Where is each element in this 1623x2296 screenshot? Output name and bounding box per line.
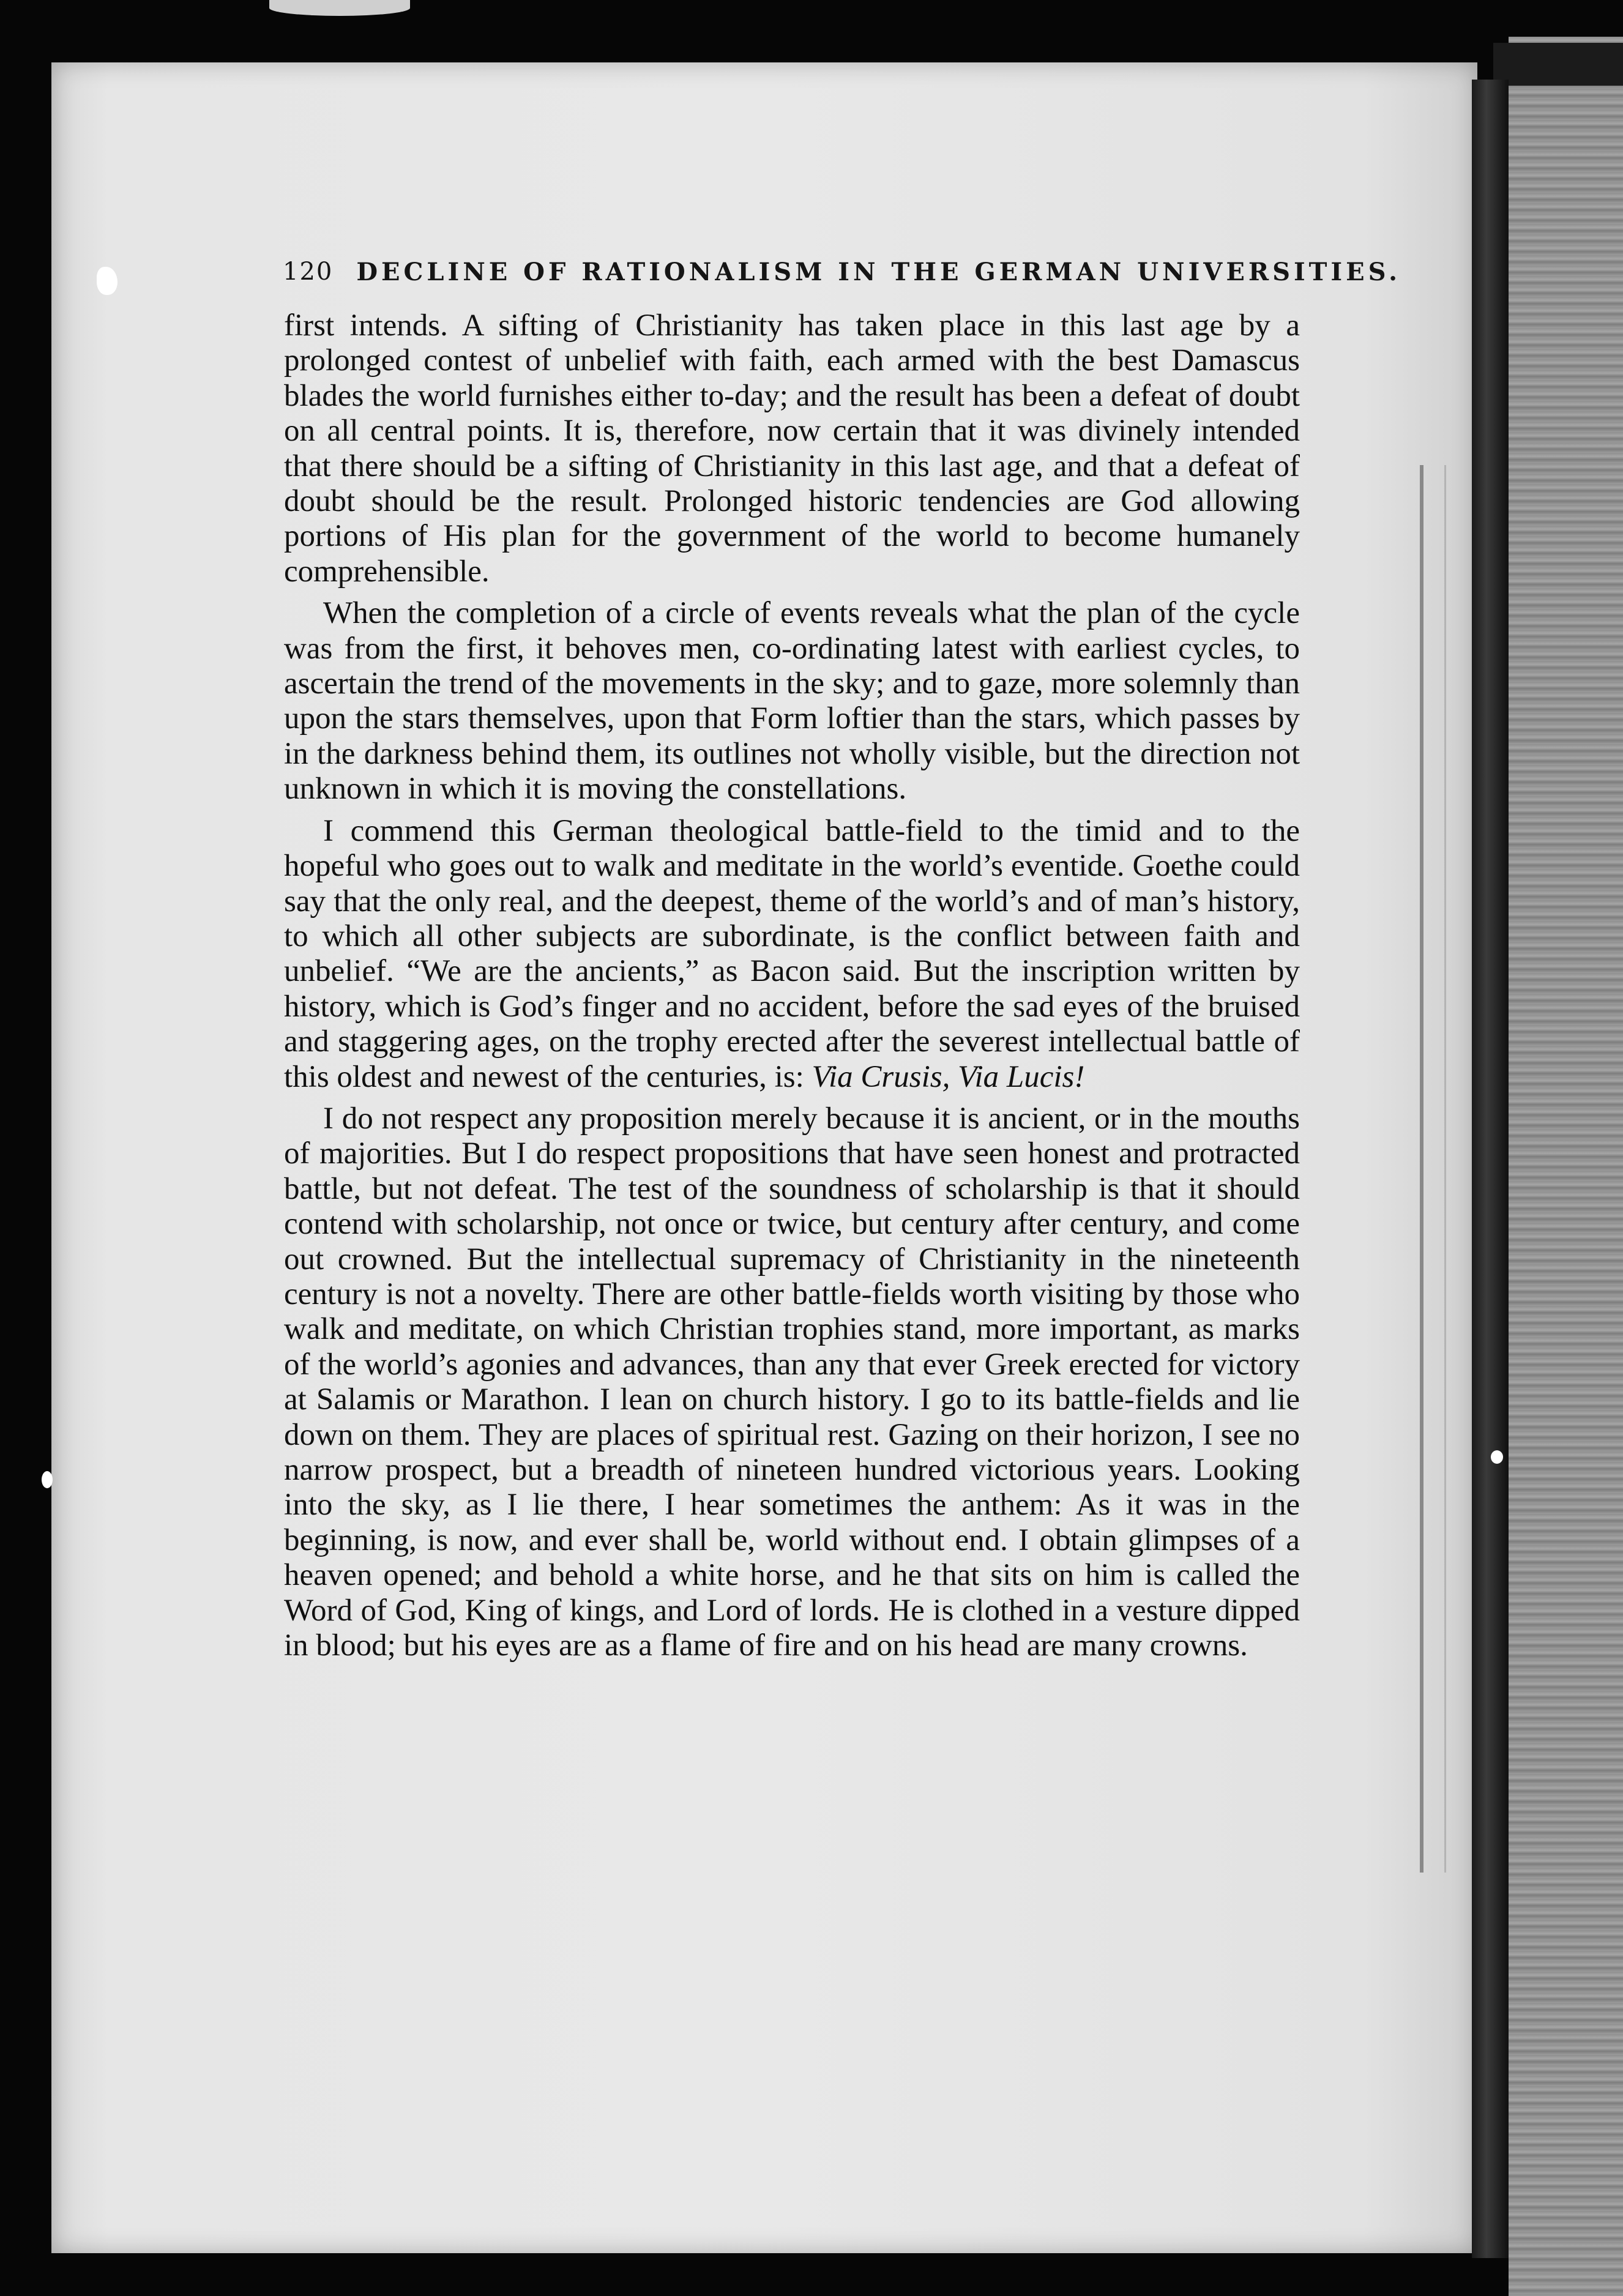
paragraph-3-italic-motto: Via Crusis, Via Lucis! (812, 1059, 1085, 1094)
binding-tear (1420, 465, 1446, 1873)
scan-speck (269, 0, 410, 16)
body-text (284, 308, 1300, 1670)
back-cover (1509, 37, 1623, 2296)
scan-speck (42, 1471, 53, 1488)
scan-speck (97, 267, 118, 295)
paragraph-1 (284, 308, 1300, 589)
page-number: 120 (283, 258, 334, 286)
scan-speck (1491, 1450, 1503, 1464)
paragraph-3 (284, 814, 1300, 1095)
book-spine (1472, 80, 1509, 2258)
paragraph-4 (284, 1101, 1300, 1664)
paragraph-3-text: I commend this German theological battle-field to the timid and to the hopeful who goes out to walk and meditate in the world’s eventide. Goethe could say that the only real, and the deepest, theme of the world’s and of man’s history, to which all other subjects are subordinate, is the conflict between faith and unbelief. “We are the ancients,” as Bacon said. But the inscription written by history, which is God’s finger and no accident, before the sad eyes of the bruised and staggering ages, on the trophy erected after the severest intellectual battle of this oldest and newest of the centuries, is: (284, 813, 1300, 1094)
paragraph-2-text: When the completion of a circle of events reveals what the plan of the cycle was from the first, it behoves men, co-ordinating latest with earliest cycles, to ascertain the trend of the movements in the sky; and to gaze, more solemnly than upon the stars themselves, upon that Form loftier than the stars, which passes by in the darkness behind them, its outlines not wholly visible, but the direction not unknown in which it is moving the constellations. (284, 596, 1300, 807)
paragraph-4-text: I do not respect any proposition merely because it is ancient, or in the mouths of majorities. But I do respect propositions that have seen honest and protracted battle, but not defeat. The test of the soundness of scholarship is that it should contend with scholarship, not once or twice, but century after century, and come out crowned. But the intellectual supremacy of Christianity in the nineteenth century is not a novelty. There are other battle-fields worth visiting by those who walk and meditate, on which Christian trophies stand, more important, as marks of the world’s agonies and advances, than any that ever Greek erected for victory at Salamis or Marathon. I lean on church history. I go to its battle-fields and lie down on them. They are places of spiritual rest. Gazing on their horizon, I see no narrow prospect, but a breadth of nineteen hundred victorious years. Looking into the sky, as I lie there, I hear sometimes the anthem: As it was in the beginning, is now, and ever shall be, world without end. I obtain glimpses of a heaven opened; and behold a white horse, and he that sits on him is called the Word of God, King of kings, and Lord of lords. He is clothed in a vesture dipped in blood; but his eyes are as a flame of fire and on his head are many crowns. (284, 1101, 1300, 1663)
running-title: DECLINE OF RATIONALISM IN THE GERMAN UNIVERSITIES. (356, 257, 1401, 286)
paragraph-1-text: first intends. A sifting of Christianity has taken place in this last age by a prolonged contest of unbelief with faith, each armed with the best Damascus blades the world furnishes either to-day; and the result has been a defeat of doubt on all central points. It is, therefore, now certain that it was divinely intended that there should be a sifting of Christianity in this last age, and that a defeat of doubt should be the result. Prolonged historic tendencies are God allowing portions of His plan for the government of the world to become humanely comprehensible. (284, 308, 1300, 589)
cover-edge (1493, 43, 1623, 86)
paragraph-2 (284, 596, 1300, 807)
running-head (283, 247, 1401, 296)
